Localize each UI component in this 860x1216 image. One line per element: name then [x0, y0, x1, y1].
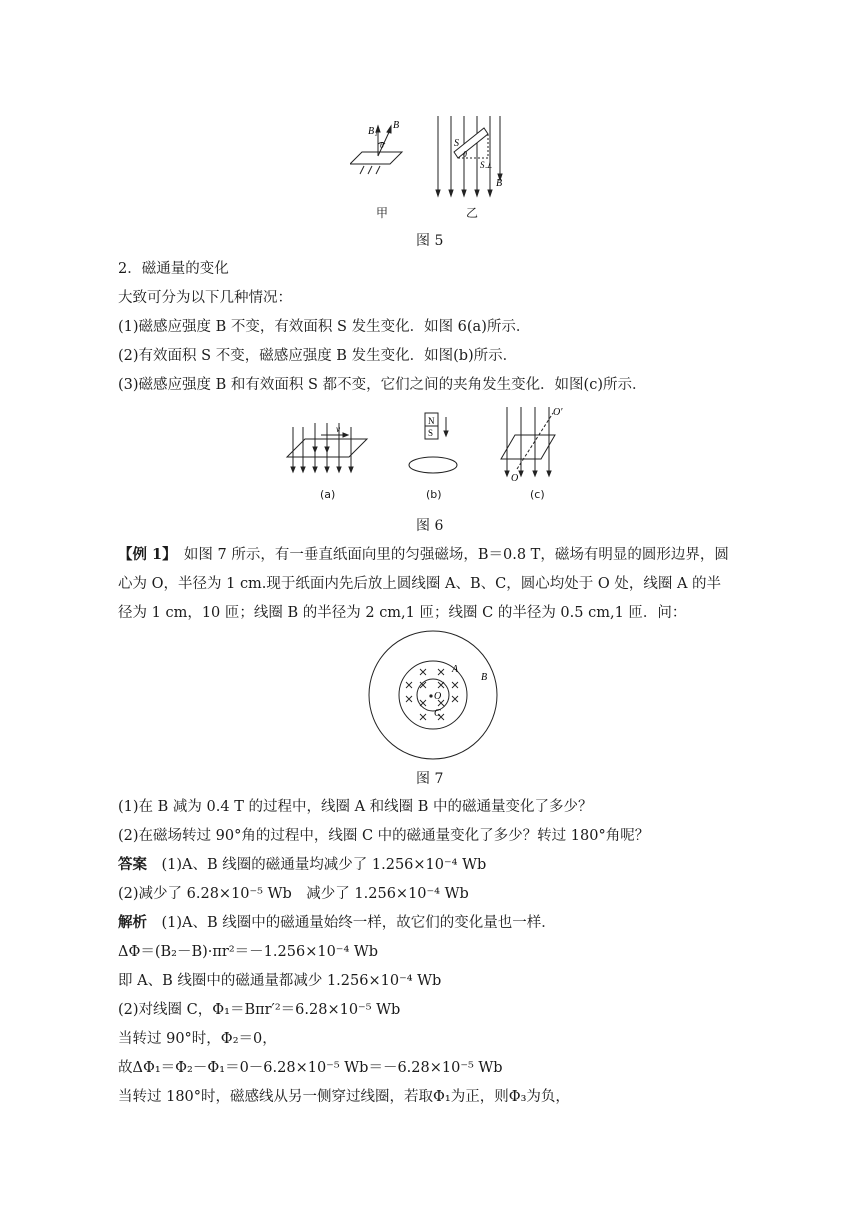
answer-label: 答案 [118, 856, 147, 873]
fig5-right-diagram [436, 116, 502, 196]
fig5-label-theta: θ [380, 141, 384, 150]
fig7-caption: 图 7 [416, 771, 444, 787]
example-line-2: 心为 O，半径为 1 cm.现于纸面内先后放上圆线圈 A、B、C，圆心均处于 O 处，线圈 A 的半 [118, 576, 722, 592]
fig6-n-label: N [428, 416, 435, 426]
fig6-sub-b: (b) [426, 488, 442, 501]
example-line-3: 径为 1 cm，10 匝；线圈 B 的半径为 2 cm,1 匝；线圈 C 的半径为 0.5 cm,1 匝．问： [118, 605, 687, 621]
case-3: (3)磁感应强度 B 和有效面积 S 都不变，它们之间的夹角发生变化．如图(c)所示． [118, 377, 647, 393]
fig7-label-a: A [452, 664, 459, 675]
analysis-6: 故ΔΦ₁＝Φ₂－Φ₁＝0－6.28×10⁻⁵ Wb＝－6.28×10⁻⁵ Wb [118, 1060, 503, 1076]
fig5-right-label: 乙 [466, 206, 479, 220]
section-heading: 2．磁通量的变化 [118, 261, 229, 277]
fig7-field-crosses [406, 669, 458, 720]
fig5-label-s1: S⊥ [480, 160, 493, 170]
fig5-label-theta2: θ [463, 150, 467, 159]
analysis-label: 解析 [118, 914, 147, 931]
fig5-label-b-right: B [496, 178, 503, 189]
fig6-a-diagram [287, 423, 367, 472]
fig6-o-label: O [511, 473, 519, 484]
fig5-label-b: B [393, 120, 400, 131]
fig7-label-c: C [434, 708, 441, 719]
fig6-s-label: S [428, 428, 434, 438]
fig6-sub-a: (a) [320, 488, 336, 501]
analysis-2: ΔΦ＝(B₂－B)·πr²＝－1.256×10⁻⁴ Wb [118, 944, 379, 960]
analysis-1: (1)A、B 线圈中的磁通量始终一样，故它们的变化量也一样． [161, 915, 556, 931]
example-line-1 [118, 545, 729, 565]
analysis-5: 当转过 90°时，Φ₂＝0， [118, 1031, 277, 1047]
example-tag: 【例 1】 [118, 546, 170, 563]
question-2: (2)在磁场转过 90°角的过程中，线圈 C 中的磁通量变化了多少？转过 180°角呢？ [118, 828, 650, 844]
answer-1: (1)A、B 线圈的磁通量均减少了 1.256×10⁻⁴ Wb [161, 857, 487, 873]
fig5-caption: 图 5 [416, 233, 444, 249]
fig6-c-diagram [501, 407, 555, 476]
fig6-o-prime-label: O′ [553, 407, 563, 418]
section-intro: 大致可分为以下几种情况： [118, 290, 292, 306]
fig7-label-b: B [481, 672, 488, 683]
fig7-label-o: O [434, 691, 442, 702]
figure-7 [362, 630, 504, 762]
case-1: (1)磁感应强度 B 不变，有效面积 S 发生变化．如图 6(a)所示． [118, 319, 531, 335]
fig6-caption: 图 6 [416, 518, 444, 534]
question-1: (1)在 B 减为 0.4 T 的过程中，线圈 A 和线圈 B 中的磁通量变化了多少？ [118, 799, 593, 815]
fig6-sub-c: (c) [530, 488, 545, 501]
answer-line-1 [118, 855, 486, 875]
analysis-4: (2)对线圈 C，Φ₁＝Bπr′²＝6.28×10⁻⁵ Wb [118, 1002, 401, 1018]
fig5-label-s: S [454, 138, 459, 149]
analysis-7: 当转过 180°时，磁感线从另一侧穿过线圈，若取Φ₁为正，则Φ₃为负， [118, 1089, 570, 1105]
answer-2: (2)减少了 6.28×10⁻⁵ Wb 减少了 1.256×10⁻⁴ Wb [118, 886, 469, 902]
figure-6 [285, 405, 575, 495]
fig5-label-b1: B₁ [368, 126, 378, 137]
fig5-left-label: 甲 [376, 206, 389, 220]
fig6-v-label: v [336, 424, 340, 434]
case-2: (2)有效面积 S 不变，磁感应强度 B 发生变化．如图(b)所示． [118, 348, 518, 364]
example-text-1: 如图 7 所示，有一垂直纸面向里的匀强磁场，B＝0.8 T，磁场有明显的圆形边界，圆 [183, 547, 729, 563]
analysis-3: 即 A、B 线圈中的磁通量都减少 1.256×10⁻⁴ Wb [118, 973, 442, 989]
analysis-line-1 [118, 913, 556, 933]
